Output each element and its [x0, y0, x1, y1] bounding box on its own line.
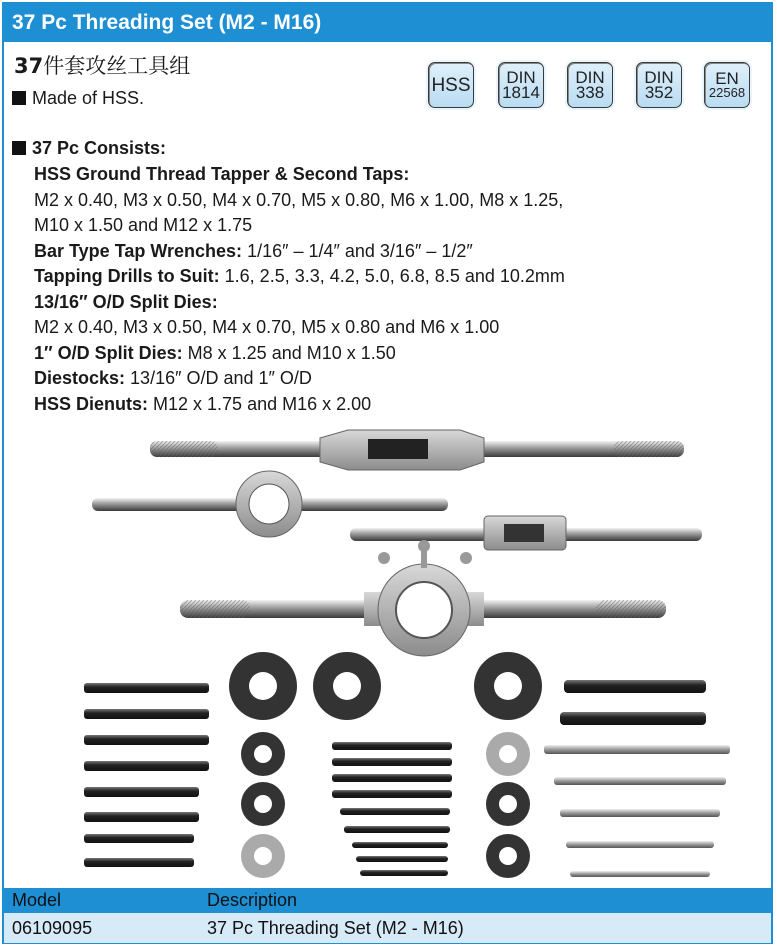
tapping-drills	[544, 745, 730, 877]
badge-din-352	[636, 62, 682, 108]
badge-din-1814	[498, 62, 544, 108]
diestocks-label: Diestocks:	[34, 368, 126, 388]
badge-din-352-bottom: 352	[644, 83, 674, 102]
tap-wrench-small	[350, 516, 702, 550]
product-photo	[4, 424, 775, 886]
material-text: Made of HSS.	[32, 88, 145, 108]
model-number: 06109095	[12, 918, 93, 938]
badge-hss-label: HSS	[431, 74, 471, 96]
badge-din-338-top: DIN	[575, 68, 605, 87]
col-model-header: Model	[12, 890, 62, 910]
chinese-subtitle	[14, 50, 190, 80]
badge-en-22568-bottom: 22568	[708, 85, 746, 100]
dienuts-value: M12 x 1.75 and M16 x 2.00	[148, 393, 372, 414]
table-header-row	[4, 888, 771, 913]
taps-line2: M10 x 1.50 and M12 x 1.75	[34, 215, 253, 235]
table-row	[4, 913, 771, 943]
dienuts-label: HSS Dienuts:	[34, 393, 149, 414]
wrench-label: Bar Type Tap Wrenches:	[34, 240, 243, 261]
diestock-large	[180, 540, 666, 656]
badge-din-1814-bottom: 1814	[502, 83, 540, 102]
badge-en-22568-top: EN	[715, 69, 739, 88]
diestock-small	[92, 471, 448, 537]
badge-din-338	[567, 62, 613, 108]
dies1316-label: 13/16″ O/D Split Dies:	[34, 291, 218, 312]
badge-din-338-bottom: 338	[575, 83, 605, 102]
consists-list	[34, 162, 565, 417]
wrench-value: 1/16″ – 1/4″ and 3/16″ – 1/2″	[242, 240, 473, 261]
dies1316-value: M2 x 0.40, M3 x 0.50, M4 x 0.70, M5 x 0.80 and M6 x 1.00	[34, 317, 500, 337]
product-card	[2, 2, 773, 944]
subtitle-chinese: 件套攻丝工具组	[43, 54, 191, 78]
taps-left	[84, 683, 209, 867]
bullet-square-icon	[12, 141, 26, 155]
drills-label: Tapping Drills to Suit:	[34, 266, 220, 286]
badge-din-1814-top: DIN	[506, 68, 536, 87]
diestocks-value: 13/16″ O/D and 1″ O/D	[125, 368, 312, 388]
badge-en-22568	[704, 62, 750, 108]
model-table	[4, 888, 771, 943]
taps-centre	[332, 742, 452, 876]
dies1-label: 1″ O/D Split Dies:	[34, 342, 183, 363]
model-description: 37 Pc Threading Set (M2 - M16)	[207, 918, 464, 938]
tap-wrench-large	[150, 430, 684, 470]
consists-heading	[12, 138, 166, 159]
badge-hss	[428, 62, 474, 108]
taps-right	[560, 680, 706, 725]
badge-din-352-top: DIN	[644, 68, 674, 87]
page-title: 37 Pc Threading Set (M2 - M16)	[4, 4, 771, 42]
drills-value: 1.6, 2.5, 3.3, 4.2, 5.0, 6.8, 8.5 and 10.2mm	[219, 266, 565, 286]
dies1-value: M8 x 1.25 and M10 x 1.50	[182, 342, 396, 363]
taps-line1: M2 x 0.40, M3 x 0.50, M4 x 0.70, M5 x 0.80, M6 x 1.00, M8 x 1.25,	[34, 189, 564, 210]
taps-label: HSS Ground Thread Tapper & Second Taps:	[34, 164, 410, 184]
consists-heading-text: 37 Pc Consists:	[32, 138, 167, 158]
col-description-header: Description	[207, 890, 298, 910]
material-line	[12, 88, 144, 109]
bullet-square-icon	[12, 91, 26, 105]
subtitle-number: 37	[14, 54, 44, 78]
